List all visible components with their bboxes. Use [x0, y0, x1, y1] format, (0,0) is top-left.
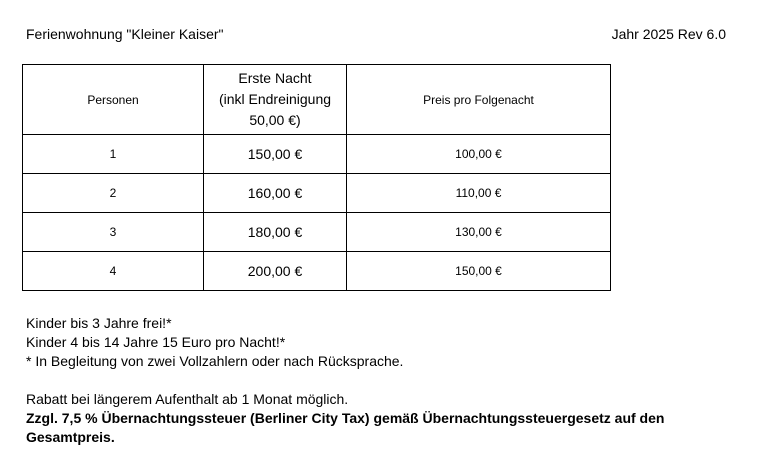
- header-next-night: Preis pro Folgenacht: [347, 65, 611, 135]
- document-title: Ferienwohnung "Kleiner Kaiser": [26, 26, 224, 42]
- table-row: [23, 252, 611, 291]
- cell-next-night-price: 130,00 €: [347, 213, 611, 252]
- cell-first-night-price: 180,00 €: [204, 213, 347, 252]
- cell-persons: 2: [23, 174, 204, 213]
- note-kids-price: Kinder 4 bis 14 Jahre 15 Euro pro Nacht!*: [26, 334, 286, 350]
- note-city-tax: Zzgl. 7,5 % Übernachtungssteuer (Berliner City Tax) gemäß Übernachtungssteuergesetz auf den Gesamtpreis.: [26, 410, 665, 445]
- table-row: [23, 135, 611, 174]
- header-first-night-line1: Erste Nacht: [238, 70, 312, 86]
- cell-next-night-price: 110,00 €: [347, 174, 611, 213]
- cell-first-night-price: 200,00 €: [204, 252, 347, 291]
- table-header-row: [23, 65, 611, 135]
- header-persons: Personen: [23, 65, 204, 135]
- header-first-night-line2: (inkl Endreinigung 50,00 €): [218, 91, 332, 128]
- header-first-night: [204, 65, 347, 135]
- cell-persons: 1: [23, 135, 204, 174]
- cell-next-night-price: 150,00 €: [347, 252, 611, 291]
- cell-first-night-price: 160,00 €: [204, 174, 347, 213]
- revision-label: Jahr 2025 Rev 6.0: [611, 26, 726, 42]
- table-row: [23, 213, 611, 252]
- cell-persons: 4: [23, 252, 204, 291]
- spacer: [26, 371, 746, 390]
- price-table: [22, 64, 611, 291]
- cell-next-night-price: 100,00 €: [347, 135, 611, 174]
- cell-first-night-price: 150,00 €: [204, 135, 347, 174]
- cell-persons: 3: [23, 213, 204, 252]
- note-discount: Rabatt bei längerem Aufenthalt ab 1 Monat möglich.: [26, 391, 349, 407]
- table-row: [23, 174, 611, 213]
- note-kids-free: Kinder bis 3 Jahre frei!*: [26, 315, 172, 331]
- note-footnote: * In Begleitung von zwei Vollzahlern oder nach Rücksprache.: [26, 353, 404, 369]
- notes-section: [26, 314, 746, 447]
